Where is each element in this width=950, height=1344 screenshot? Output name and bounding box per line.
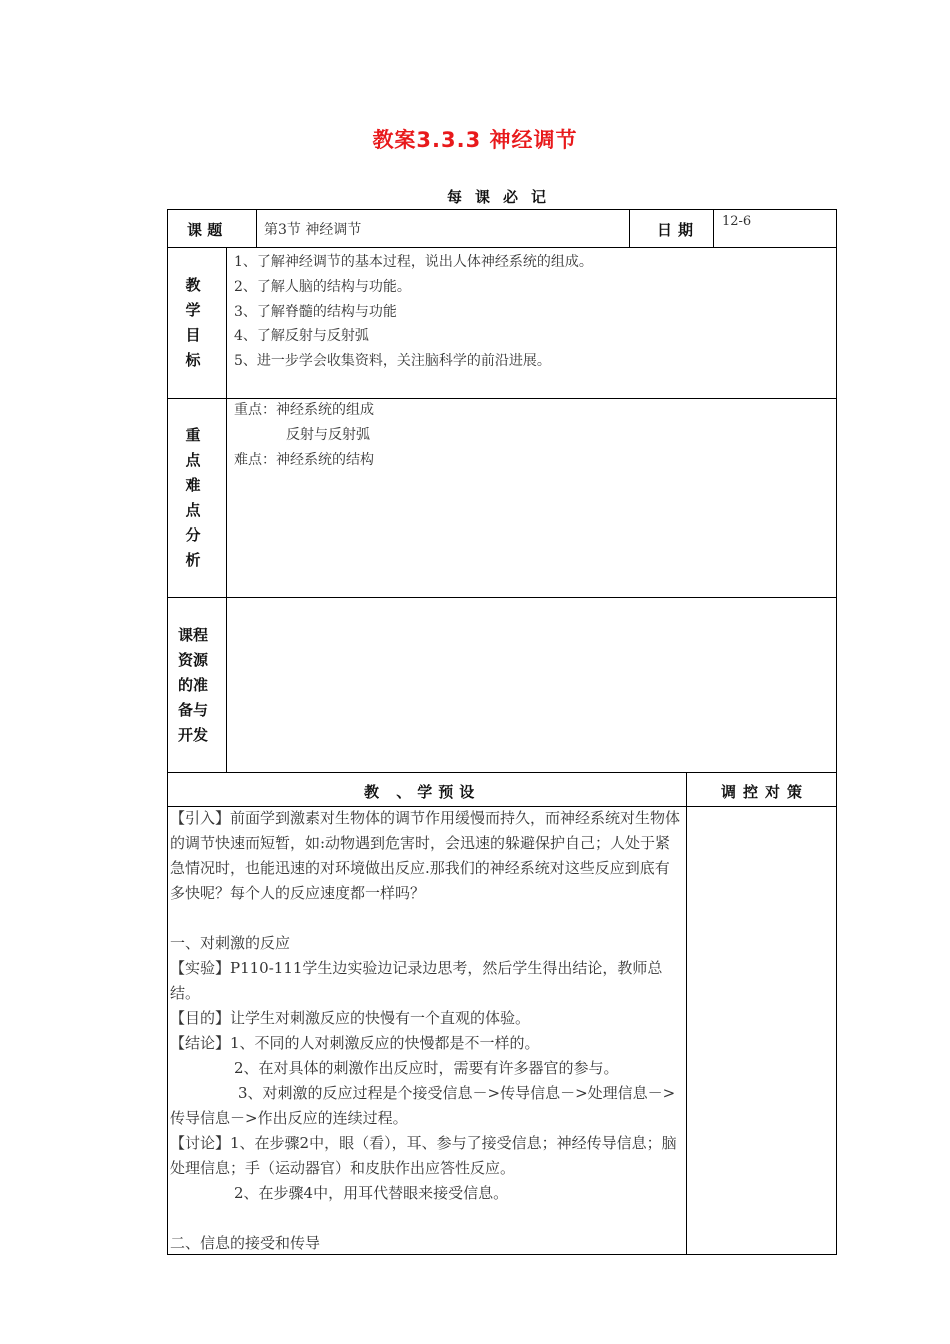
paragraph-intro: 【引入】前面学到激素对生物体的调节作用缓慢而持久，而神经系统对生物体的调节快速而短暂，如:动物遇到危害时，会迅速的躲避保护自己；人处于紧急情况时，也能迅速的对环境做出反应.那我们的神经系统对这些反应到底有多快呢？每个人的反应速度都一样吗？ xyxy=(170,809,681,902)
paragraph-discussion: 【讨论】1、在步骤2中，眼（看），耳、参与了接受信息；神经传导信息；脑处理信息；手（运动器官）和皮肤作出应答性反应。 xyxy=(170,1134,677,1177)
teaching-header: 教 、学预设 xyxy=(364,783,481,801)
topic-value: 第3节 神经调节 xyxy=(264,222,362,238)
resources-label xyxy=(172,623,214,748)
page-subtitle: 每课必记 xyxy=(446,188,559,206)
resources-label-line: 备与 xyxy=(177,701,208,719)
objectives-label-char: 标 xyxy=(185,351,201,369)
col-divider-control xyxy=(686,772,687,1255)
paragraph-purpose: 【目的】让学生对刺激反应的快慢有一个直观的体验。 xyxy=(170,1009,531,1027)
col-divider-topic xyxy=(256,209,257,247)
objectives-label xyxy=(180,273,206,373)
keypoint-line: 难点：神经系统的结构 xyxy=(234,451,374,468)
objectives-label-char: 教 xyxy=(185,276,201,294)
objectives-list xyxy=(234,250,684,374)
keypoints-label xyxy=(180,423,206,573)
keypoints-list xyxy=(234,398,684,472)
paragraph-discussion-2: 2、在步骤4中，用耳代替眼来接受信息。 xyxy=(234,1184,509,1202)
keypoints-label-char: 析 xyxy=(185,551,201,569)
objective-item: 5、进一步学会收集资料，关注脑科学的前沿进展。 xyxy=(234,353,551,370)
paragraph-conclusion-3 xyxy=(170,1081,682,1131)
objective-item: 4、了解反射与反射弧 xyxy=(234,328,369,345)
paragraph-conclusion: 【结论】1、不同的人对刺激反应的快慢都是不一样的。 xyxy=(170,1034,540,1052)
topic-label: 课 题 xyxy=(187,221,223,239)
keypoints-label-char: 点 xyxy=(185,501,201,519)
paragraph-experiment: 【实验】P110-111学生边实验边记录边思考，然后学生得出结论，教师总结。 xyxy=(170,959,663,1002)
teaching-content xyxy=(170,806,682,1256)
page-title: 教案3.3.3 神经调节 xyxy=(372,128,578,152)
conclusion-3-text: 3、对刺激的反应过程是个接受信息－>传导信息－>处理信息－>传导信息－>作出反应的连续过程。 xyxy=(170,1084,676,1127)
blank-line xyxy=(170,906,682,931)
col-divider-date-value xyxy=(713,209,714,247)
keypoint-line: 重点：神经系统的组成 xyxy=(234,402,374,418)
resources-label-line: 的准 xyxy=(177,676,208,694)
row-divider-header xyxy=(167,247,837,248)
paragraph-conclusion-2: 2、在对具体的刺激作出反应时，需要有许多器官的参与。 xyxy=(234,1059,619,1077)
date-label: 日期 xyxy=(657,221,700,239)
objectives-label-char: 目 xyxy=(185,326,201,344)
row-divider-resources xyxy=(167,772,837,773)
keypoints-label-char: 点 xyxy=(185,451,201,469)
row-divider-keypoints xyxy=(167,597,837,598)
keypoints-label-char: 分 xyxy=(185,526,201,544)
col-divider-date-label xyxy=(629,209,630,247)
blank-line xyxy=(170,1206,682,1231)
objectives-label-char: 学 xyxy=(185,301,201,319)
control-header: 调控对策 xyxy=(721,783,810,801)
objective-item: 1、了解神经调节的基本过程，说出人体神经系统的组成。 xyxy=(234,254,593,270)
keypoints-label-char: 难 xyxy=(185,476,201,494)
section-heading: 一、对刺激的反应 xyxy=(170,934,291,952)
section-heading: 二、信息的接受和传导 xyxy=(170,1234,321,1252)
date-value: 12-6 xyxy=(722,214,752,229)
keypoint-line: 反射与反射弧 xyxy=(286,426,370,443)
col-divider-labels xyxy=(226,247,227,772)
keypoints-label-char: 重 xyxy=(185,426,201,444)
resources-label-line: 课程 xyxy=(177,626,208,644)
objective-item: 2、了解人脑的结构与功能。 xyxy=(234,278,411,295)
objective-item: 3、了解脊髓的结构与功能 xyxy=(234,303,397,320)
resources-label-line: 资源 xyxy=(177,651,208,669)
resources-label-line: 开发 xyxy=(177,726,208,744)
